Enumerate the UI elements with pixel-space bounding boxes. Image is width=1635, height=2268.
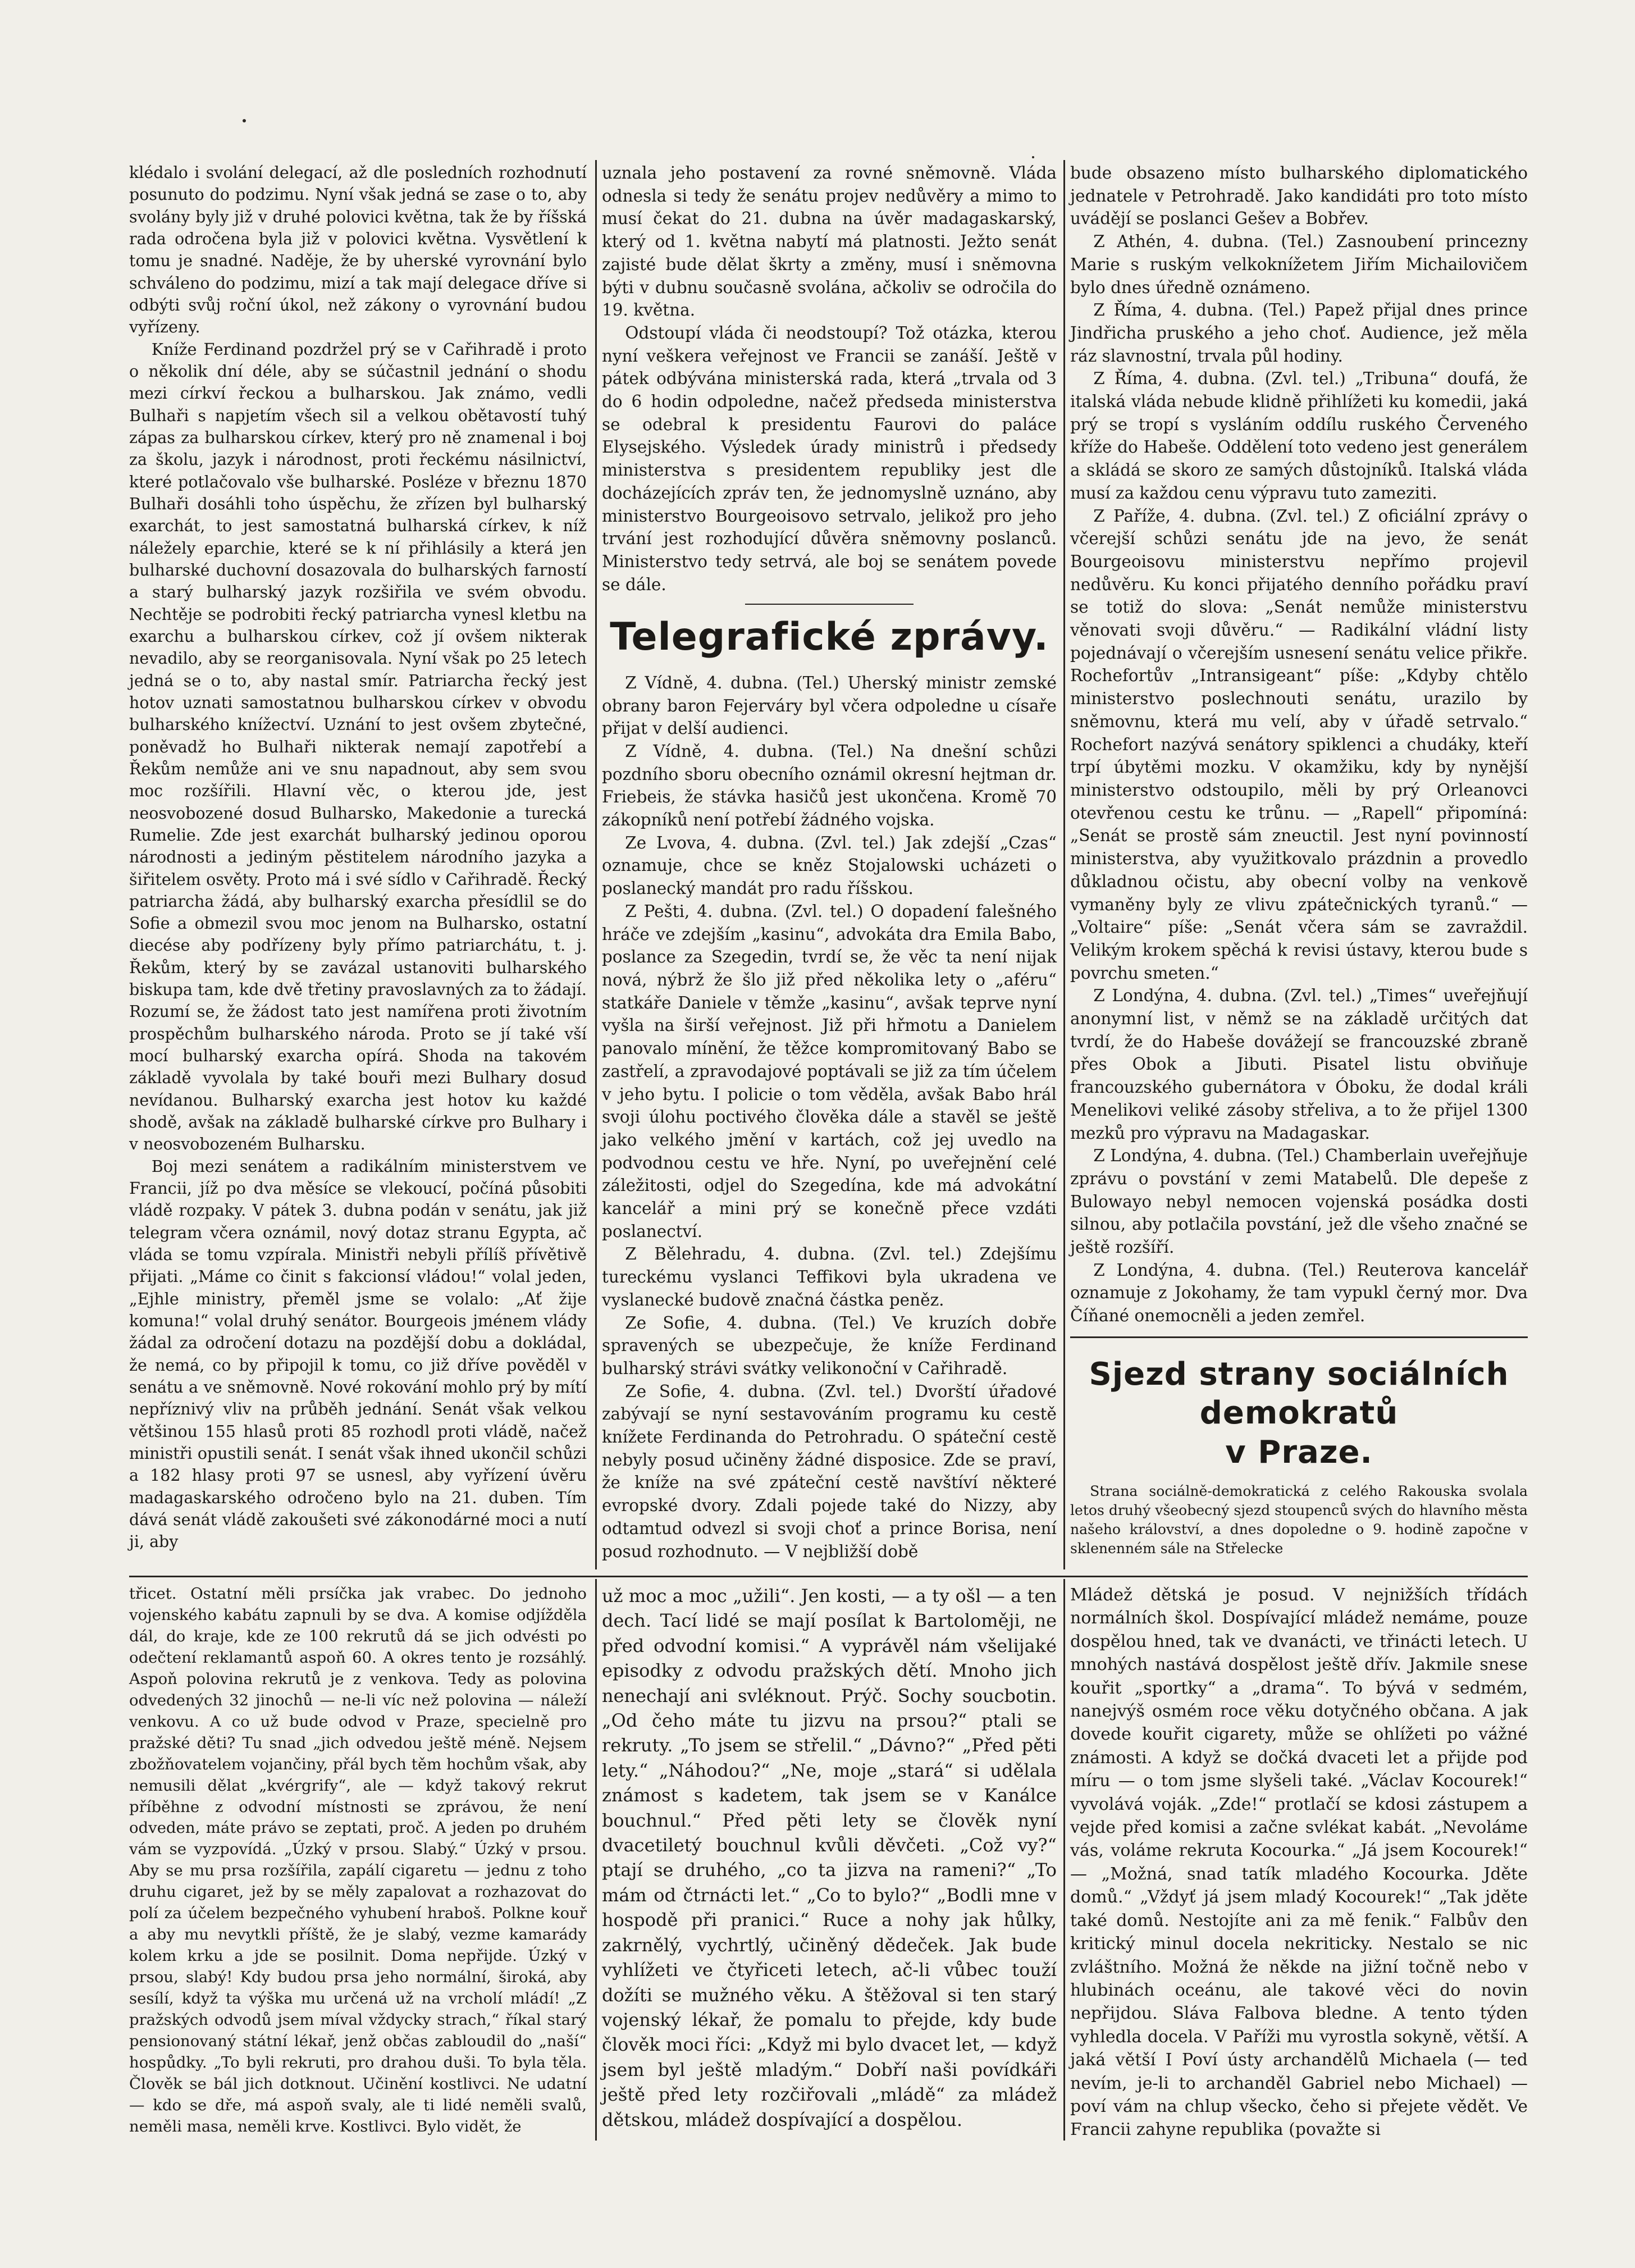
telegram-belgrade: Z Bělehradu, 4. dubna. (Zvl. tel.) Zdejšímu tureckému vyslanci Teffikovi byla ukradena ve vyslanecké budově značná částka peněz.: [602, 1244, 1057, 1309]
feuilleton-rule: [129, 1576, 1528, 1577]
article-senate-conflict: Boj mezi senátem a radikálním ministerstvem ve Francii, jíž po dva měsíce se vlekoucí, počíná působiti vládě rozpaky. V pátek 3. dubna podán v senátu, jak již telegram včera oznámil, nový dotaz stranu Egypta, ač vláda se tomu vzpírala. Ministři nebyli přílíš přívětivě přijati. „Máme co činit s fakcionsí vládou!“ volal jeden, „Ejhle ministry, přeměl jsme se volalo: „Ať žije komuna!“ volal druhý senátor. Bourgeois jménem vlády žádal za odročení dotazu na pozdější dobu a dokládal, že nemá, co by připojil k tomu, co již dříve pověděl v senátu a ve sněmovně. Nové rokování mohlo prý by mítí nepříznivý vliv na průběh jednání. Senát však velkou většinou 155 hlasů proti 85 rozhodl proti vládě, načež ministři opustili senát. I senát však ihned ukončil schůzi a 182 hlasy proti 97 se usnesl, aby vyřízení úvěru madagaskarského odročeno bylo na 21. duben. Tím dává senát vládě zakoušeti své zákonodárné moci a nutí ji, aby: [129, 1157, 587, 1551]
feuilleton-column-3: [1070, 1584, 1528, 2142]
telegram-sofia-2: Ze Sofie, 4. dubna. (Zvl. tel.) Dvorští úřadové zabývají se nyní sestavováním programu ku cestě knížete Ferdinanda do Petrohradu. O spáteční cestě nebyly posud učiněny žádné disposice. Zde se praví, že kníže na své zpáteční cestě navštíví některé evropské dvory. Zdali pojede také do Nizzy, aby odtamtud odvezl si svoji choť a prince Borisa, není posud rozhodnuto. — V nejbližší době: [602, 1381, 1057, 1561]
feuilleton-text-1: třicet. Ostatní měli prsíčka jak vrabec. Do jednoho vojenského kabátu zapnuli by se dva. A komise odjížděla dál, do kraje, kde ze 100 rekrutů dá se jich odvésti po odečtení reklamantů aspoň 60. A okres tento je rozsáhlý. Aspoň polovina rekrutů je z venkova. Tedy as polovina odvedených 32 jinochů — ne-li víc než polovina — náleží venkovu. A co už bude odvod v Praze, specielně pro pražské děti? Tu snad „jich odvedou ještě méně. Nejsem zbožňovatelem vojančiny, přál bych těm hochům však, aby nemusili dělat „kvérgrify“, ale — když takový rekrut příběhne z odvodní místnosti se zprávou, že není odveden, máte právo se zeptati, proč. A jeden po druhém vám se vyzpovídá. „Úzký v prsou. Slabý.“ Úzký v prsou. Aby se mu prsa rozšířila, zapálí cigaretu — jednu z toho druhu cigaret, jež by se měly zapalovat a rozhazovat do polí za účelem bezpečného vyhubení hraboš. Polkne kouř a aby mu nevytkli příště, že je slabý, vezme kamarády kolem krku a jde se posilnit. Doma nepřijde. Úzký v prsou, slabý! Kdy budou prsa jeho normální, široká, aby sesílí, když ta výška mu určená už na vrcholí mládí! „Z pražských odvodů jsem míval vždycky strach,“ říkal starý pensionovaný státní lékař, jenž občas zabloudil do „naší“ hospůdky. „To byli rekruti, pro drahou duši. To byla těla. Člověk se bál jich dotknout. Učinění kostlivci. Ne udatní — kdo se dře, má aspoň svaly, ale ti lidé neměli svalů, neměli masa, neměli krve. Kostlivci. Bylo vidět, že: [129, 1585, 587, 2135]
telegram-vienna-1: Z Vídně, 4. dubna. (Tel.) Uherský ministr zemské obrany baron Fejerváry byl včera odpoledne u císaře přijat v delší audienci.: [602, 673, 1057, 738]
telegram-london-2: Z Londýna, 4. dubna. (Tel.) Chamberlain uveřejňuje zprávu o povstání v zemi Matabelů. Dle depeše z Bulowayo nebyl nemocen vojenská posádka dosti silnou, aby potlačila povstání, jež dle všeho značné se ještě rozšíří.: [1070, 1146, 1528, 1257]
column-3: [1070, 162, 1528, 1558]
article-senate-continued: uznala jeho postavení za rovné sněmovně. Vláda odnesla si tedy že senátu projev nedůvěry a mimo to musí čekat do 21. dubna na úvěr madagaskarský, který od 1. května nabytí má platnosti. Ježto senát zajisté bude dělat škrty a změny, musí i sněmovna býti v dubnu současně svolána, ačkoliv se odročila do 19. května.: [602, 163, 1057, 320]
telegram-vienna-2: Z Vídně, 4. dubna. (Tel.) Na dnešní schůzi pozdního sboru obecního oznámil okresní hejtman dr. Friebeis, že stávka hasičů jest ukončena. Kromě 70 zákopníků není potřebí žádného vojska.: [602, 741, 1057, 830]
feuilleton-column-1: [129, 1584, 587, 2138]
column-1: [129, 162, 587, 1553]
article-bulgarian-church: Kníže Ferdinand pozdržel prý se v Cařihradě i proto o několik dní déle, aby se súčastnil jednání o shodu mezi církví řeckou a bulharskou. Jak známo, vedli Bulhaři s napjetím všech sil a velkou obětavostí tuhý zápas za bulharskou církev, který pro ně znamenal i boj za školu, jazyk i národnost, proti řeckému násilnictví, které potlačovalo vše bulharské. Posléze v březnu 1870 Bulhaři dosáhli toho úspěchu, že zřízen byl bulharský exarchát, to jest samostatná bulharská církev, k níž náležely eparchie, které se k ní přihlásily a která jen bulharské duchovní dosazovala do bulharských farností a starý bulharský jazyk rozšiřila ve svém obvodu. Nechtěje se podrobiti řecký patriarcha vynesl kletbu na exarchu a bulharskou církev, což jí ovšem nikterak nevadilo, aby se reorganisovala. Nyní však po 25 letech jedná se o to, aby nastal smír. Patriarcha řecký jest hotov uznati samostatnou bulharskou církev v obvodu bulharského knížectví. Uznání to jest ovšem zbytečné, poněvadž ho Bulhaři nikterak nemají zapotřebí a Řekům nemůže ani ve snu napadnout, aby sem svou moc rozšířili. Hlavní věc, o kterou jde, jest neosvobozené dosud Bulharsko, Makedonie a turecká Rumelie. Zde jest exarchát bulharský jedinou oporou národnosti a jediným pěstitelem národního jazyka a šiřitelem osvěty. Proto má i své sídlo v Cařihradě. Řecký patriarcha žádá, aby bulharský exarcha přesídlil se do Sofie a obmezil svou moc jenom na Bulharsko, ostatní diecése aby podřízeny byly přímo patriarchátu, t. j. Řekům, který by se zavázal ustanoviti bulharského biskupa tam, kde dvě třetiny pravoslavných za to žádají. Rozumí se, že žádost tato jest namířena proti životním prospěchům bulharského národa. Proto se jí také vší mocí bulharský exarcha opírá. Shoda na takovém základě vyvolala by také bouři mezi Bulhary dosud nevídanou. Bulharský exarcha jest hotov ku každé shodě, avšak na základě bulharské církve pro Bulhary i v neosvobozeném Bulharsku.: [129, 340, 587, 1154]
telegram-rome-1: Z Říma, 4. dubna. (Tel.) Papež přijal dnes prince Jindřicha pruského a jeho choť. Audience, jež měla ráz slavnostní, trvala půl hodiny.: [1070, 300, 1528, 366]
section-divider: [745, 604, 914, 605]
telegram-lviv: Ze Lvova, 4. dubna. (Zvl. tel.) Jak zdejší „Czas“ oznamuje, chce se kněz Stojalowski ucházeti o poslanecký mandát pro radu říšskou.: [602, 833, 1057, 898]
telegram-athens: Z Athén, 4. dubna. (Tel.) Zasnoubení princezny Marie s ruským velkoknížetem Jiřím Michailovičem bylo dnes úředně oznámeno.: [1070, 232, 1528, 297]
print-speck: [1032, 156, 1034, 158]
telegram-rome-2: Z Říma, 4. dubna. (Zvl. tel.) „Tribuna“ doufá, že italská vláda nebude klidně přihlížeti ku komedii, jaká prý se tropí s vysláním oddílu ruského Červeného kříže do Habeše. Oddělení toto vedeno jest generálem a skládá se skoro ze samých důstojníků. Italská vláda musí za každou cenu výpravu tuto zameziti.: [1070, 369, 1528, 503]
congress-heading-line-2: v Praze.: [1225, 1434, 1373, 1471]
section-divider: [1070, 1336, 1528, 1338]
telegram-paris: Z Paříže, 4. dubna. (Zvl. tel.) Z oficiální zprávy o včerejší schůzi senátu jde na jevo, že senát Bourgeoisovu ministerstvu nepřímo projevil nedůvěru. Ku konci přijatého denního pořádku praví se totiž do slova: „Senát nemůže ministerstvu věnovati svoji důvěru.“ — Radikální vládní listy pojednávají o včerejším usnesení senátu velice přikře. Rochefortův „Intransigeant“ píše: „Kdyby chtělo ministerstvo poslechnouti senátu, urazilo by sněmovnu, která mu velí, aby v úřadě setrvalo.“ Rochefort nazývá senátory spiklenci a chudáky, kteří trpí úbytěmi mozku. V okamžiku, kdy by nynější ministerstvo odstoupilo, měli by prý Orleanovci otevřenou cestu ke trůnu. — „Rapell“ připomíná: „Senát se prostě sám zneuctil. Jest nyní povinností ministerstva, aby využitkovalo prázdnin a provedlo důkladnou očistu, aby obecní volby na venkově vymaněny byly ze vlivu zpátečnických tyranů.“ — „Voltaire“ píše: „Senát včera sám se zavraždil. Velikým krokem spěchá k revisi ústavy, kterou bude s povrchu smeten.“: [1070, 506, 1528, 983]
article-delegations: klédalo i svolání delegací, až dle posledních rozhodnutí posunuto do podzimu. Nyní však jedná se zase o to, aby svolány byly již v druhé polovici května, tak že by říšská rada odročena byla již v polovici května. Vysvětlení k tomu je snadné. Naděje, že by uherské vyrovnání bylo schváleno do podzimu, mizí a tak mají delegace dříve si odbýti svůj roční úkol, než zákony o vyrovnání budou vyřízeny.: [129, 163, 587, 337]
column-rule: [595, 1579, 597, 2141]
article-government-question: Odstoupí vláda či neodstoupí? Tož otázka, kterou nyní veškera veřejnost ve Francii se zanáší. Ještě v pátek odbývána ministerská rada, která „trvala od 3 do 6 hodin odpoledne, načež předseda ministerstva se odebral k presidentu Faurovi do paláce Elysejského. Výsledek úrady ministrů i předsedy ministerstva s presidentem republiky jest dle docházejících zpráv ten, že jednomyslně uznáno, aby ministerstvo Bourgeoisovo setrvalo, jelikož pro jeho trvání jest rozhodující důvěra sněmovny poslanců. Ministerstvo tedy setrvá, ale boj se senátem povede se dále.: [602, 323, 1057, 594]
feuilleton-column-2: [602, 1584, 1057, 2132]
telegram-pest: Z Pešti, 4. dubna. (Zvl. tel.) O dopadení falešného hráče ve zdejším „kasinu“, advokáta dra Emila Babo, poslance za Szegedin, tvrdí se, že věc ta není nijak nová, nýbrž že šlo již před několika lety o „aféru“ statkáře Daniele v těmže „kasinu“, avšak teprve nyní vyšla na širší veřejnost. Již při hřmotu a Danielem panovalo mínění, že těžce kompromitovaný Babo se zastřelí, a zpravodajové poptávali se již za tím účelem v jeho bytu. I policie o tom věděla, avšak Babo hrál svoji úlohu poctivého člověka dále a stavěl se ještě jako velkého jmění v kartách, což jej uvedlo na podvodnou cestu ve hře. Nyní, po uveřejnění celé záležitosti, odjel do Szegedína, kde má advokátní kancelář a mini prý se konečně přece vzdáti poslanectví.: [602, 901, 1057, 1241]
column-2: [602, 162, 1057, 1563]
telegram-london-1: Z Londýna, 4. dubna. (Zvl. tel.) „Times“ uveřejňují anonymní list, v němž se na základě určitých dat tvrdí, že do Habeše dovážejí se francouzské zbraně přes Obok a Jibuti. Pisatel listu obviňuje francouzského gubernátora v Óboku, že dodal králi Menelikovi veliké zásoby střeliva, a to že přijel 1300 mezků pro výpravu na Madagaskar.: [1070, 986, 1528, 1143]
column-rule: [1063, 1579, 1065, 2141]
feuilleton-text-2: už moc a moc „užili“. Jen kosti, — a ty ošl — a ten dech. Tací lidé se mají posílat k Bartoloměji, ne před odvodní komisi.“ A vyprávěl nám všelijaké episodky z odvodu pražských dětí. Mnoho jich nenechají ani svléknout. Prýč. Sochy soucbotin. „Od čeho máte tu jizvu na prsou?“ ptali se rekruty. „To jsem se střelil.“ „Dávno?“ „Před pěti lety.“ „Náhodou?“ „Ne, moje „stará“ si udělala známost s kadetem, tak jsem se v Kanálce bouchnul.“ Před pěti lety se člověk nyní dvacetiletý bouchnul kvůli děvčeti. „Což vy?“ ptají se druhého, „co ta jizva na rameni?“ „To mám od čtrnácti let.“ „Co to bylo?“ „Bodli mne v hospodě při pranici.“ Ruce a nohy jak hůlky, zakrnělý, vychrtlý, učiněný dědeček. Jak bude vyhlížeti ve čtyřiceti letech, ač-li vůbec touží dožíti se mužného věku. A štěžoval si ten starý vojenský lékař, že pomalu to přejde, kdy bude člověk moci říci: „Když mi bylo dvacet let, — když jsem byl ještě mladým.“ Dobří naši povídkáři ještě před lety rozčiřovali „mládě“ za mládež dětskou, mládež dospívající a dospělou.: [602, 1585, 1057, 2130]
telegram-sofia-1: Ze Sofie, 4. dubna. (Tel.) Ve kruzích dobře spravených se ubezpečuje, že kníže Ferdinand bulharský strávi svátky velikonoční v Cařihradě.: [602, 1313, 1057, 1378]
telegram-london-3: Z Londýna, 4. dubna. (Tel.) Reuterova kancelář oznamuje z Jokohamy, že tam vypukl černý mor. Dva Číňané onemocněli a jeden zemřel.: [1070, 1260, 1528, 1326]
feuilleton-text-3: Mládež dětská je posud. V nejnižších třídách normálních škol. Dospívající mládež nemáme, pouze dospělou hned, tak ve dvanácti, ve třinácti letech. U mnohých nastává dospělost ještě dřív. Jakmile snese kouřit „sportky“ a „drama“. To bývá v sedmém, nanejvýš osmém roce věku dotyčného občana. A jak dovede kouřit cigarety, může se ohlížeti po vážné známosti. A když se dočká dvaceti let a přijde pod míru — o tom jsme slyšeli také. „Václav Kocourek!“ vyvolává voják. „Zde!“ protlačí se kdosi zástupem a vejde před komisi a začne svlékat kabát. „Nevoláme vás, voláme rekruta Kocourka.“ „Já jsem Kocourek!“ — „Možná, snad tatík mladého Kocourka. Jděte domů.“ „Vždyť já jsem mladý Kocourek!“ „Tak jděte také domů. Nestojíte ani za mě fenik.“ Falbův den kritický minul docela nekriticky. Nestalo se nic zvláštního. Možná že někde na jižní točně nebo v hlubinách oceánu, ale takové věci do novin nepřijdou. Sláva Falbova bledne. A tento týden vyhledla docela. V Paříži mu vyrostla sokyně, větší. A jaká větší I Poví ústy archandělů Michaela (— ted nevím, je-li to archanděl Gabriel nebo Michael) — poví vám na chlup všecko, čeho si přejete vědět. Ve Francii zahyne republika (považte si: [1070, 1585, 1528, 2140]
telegraph-heading: Telegrafické zprávy.: [610, 615, 1049, 660]
congress-heading: [1070, 1355, 1528, 1472]
congress-heading-line-1: Sjezd strany sociálních demokratů: [1089, 1356, 1509, 1432]
congress-intro: Strana sociálně-demokratická z celého Rakouska svolala letos druhý všeobecný sjezd stoupenců svých do hlavního města našeho království, a dnes dopoledne o 9. hodině započne v sklenenném sále na Střelecke: [1070, 1482, 1528, 1557]
column-rule: [1063, 160, 1065, 1569]
column-rule: [595, 160, 597, 1569]
print-speck: [243, 119, 246, 122]
article-diplomatic-post: bude obsazeno místo bulharského diplomatického jednatele v Petrohradě. Jako kandidáti pro toto místo uvádějí se poslanci Gešev a Bobřev.: [1070, 163, 1528, 229]
